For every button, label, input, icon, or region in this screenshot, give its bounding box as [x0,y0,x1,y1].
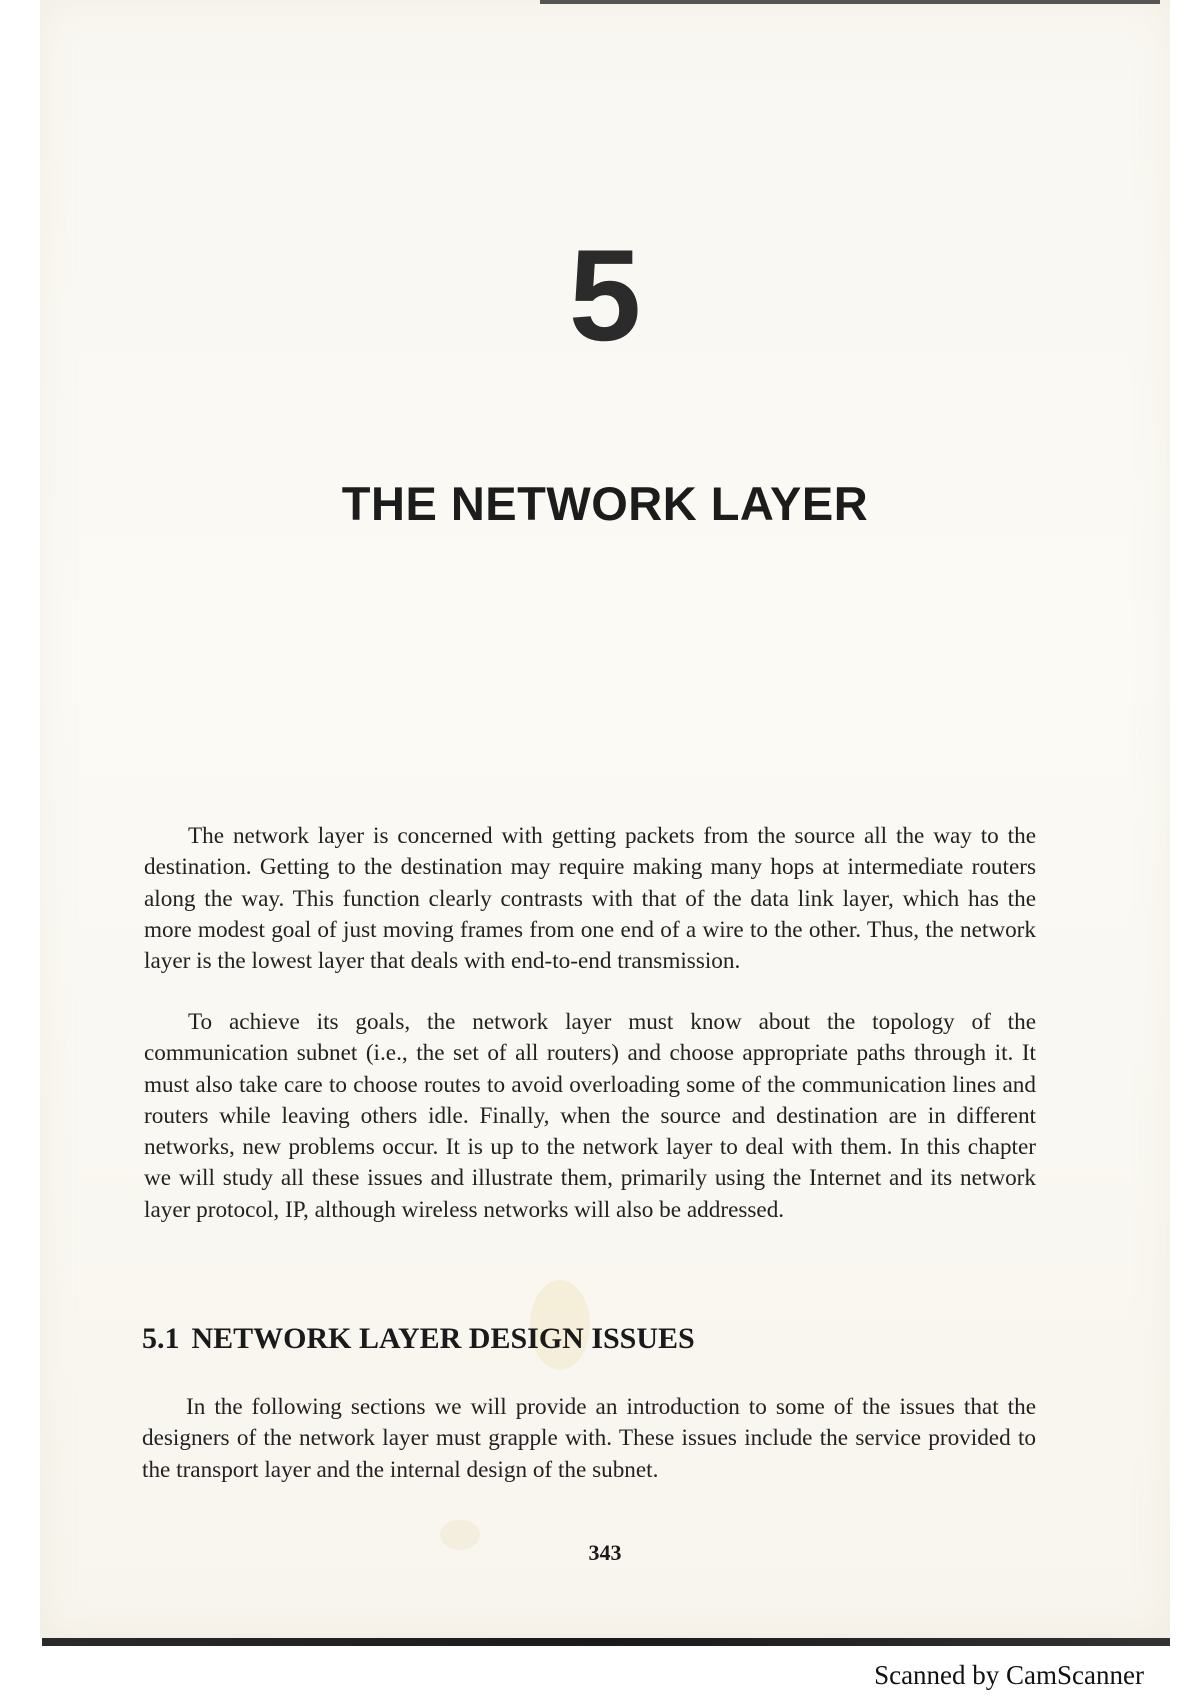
section-heading [142,1322,695,1356]
page-top-edge [540,0,1160,4]
intro-paragraph-1: The network layer is concerned with getting packets from the source all the way to the destination. Getting to the destination may require making many hops at intermediate routers along the way. This function clearly contrasts with that of the data link layer, which has the more modest goal of just moving frames from one end of a wire to the other. Thus, the network layer is the lowest layer that deals with end-to-end transmission. [144,823,1036,975]
section-paragraph: In the following sections we will provide an introduction to some of the issues that the designers of the network layer must grapple with. These issues include the service provided to the transport layer and the internal design of the subnet. [142,1394,1036,1483]
scanner-watermark: Scanned by CamScanner [874,1660,1144,1690]
page-bottom-edge [42,1638,1170,1646]
chapter-title: THE NETWORK LAYER [341,477,869,530]
section-number: 5.1 [142,1322,180,1355]
chapter-number: 5 [568,222,642,368]
section-title: NETWORK LAYER DESIGN ISSUES [191,1322,695,1355]
intro-paragraph-2: To achieve its goals, the network layer must know about the topology of the communication subnet (i.e., the set of all routers) and choose appropriate paths through it. It must also take care to choose routes to avoid overloading some of the communication lines and routers while leaving others idle. Finally, when the source and destination are in different networks, new problems occur. It is up to the network layer to deal with them. In this chapter we will study all these issues and illustrate them, primarily using the Internet and its network layer protocol, IP, although wireless networks will also be addressed. [144,1009,1036,1223]
page-number: 343 [588,1540,622,1565]
